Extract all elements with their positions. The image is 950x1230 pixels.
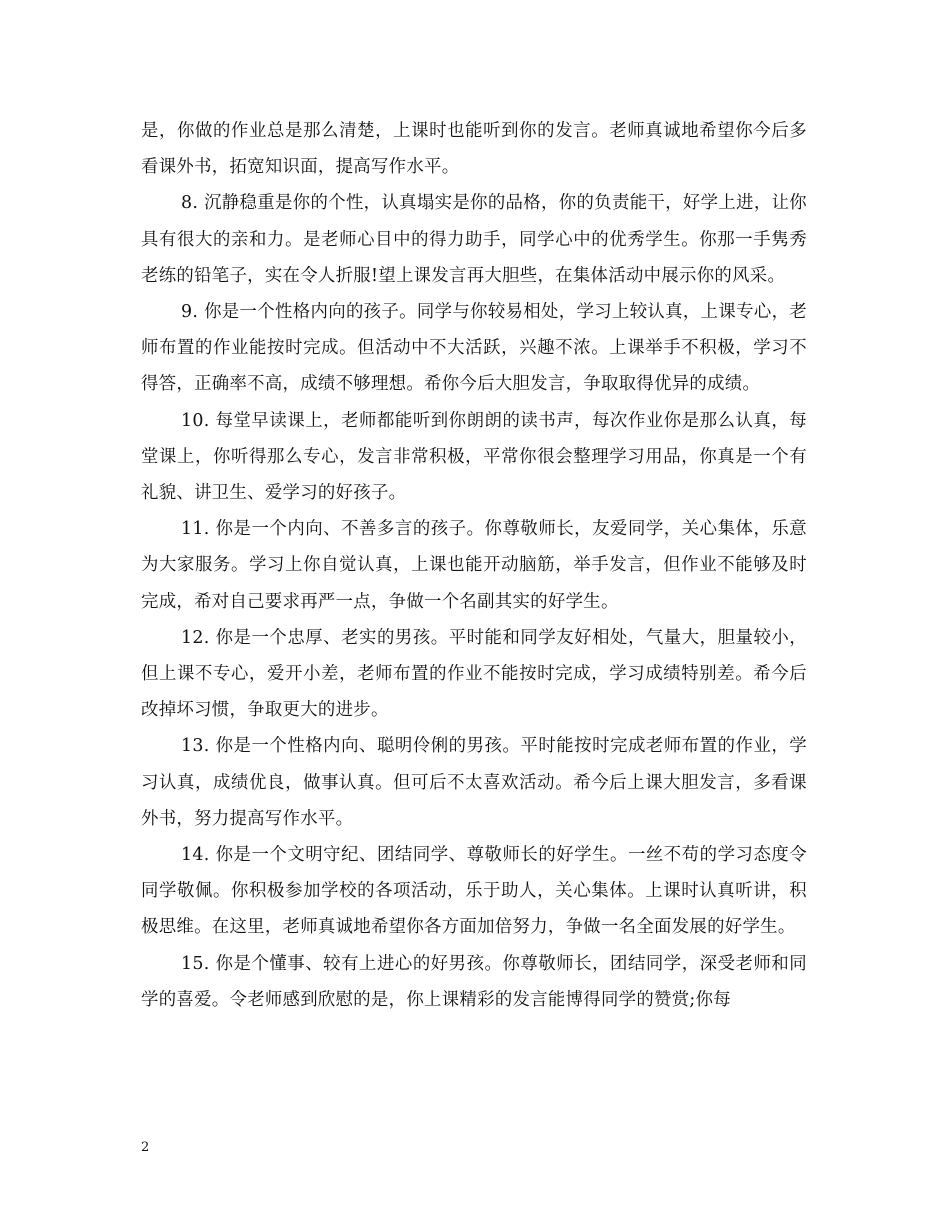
paragraph-item-10: 10. 每堂早读课上，老师都能听到你朗朗的读书声，每次作业你是那么认真，每堂课上，你听得那么专心，发言非常积极，平常你很会整理学习用品，你真是一个有礼貌、讲卫生、爱学习的好孩子。 — [141, 410, 807, 504]
paragraph-item-15: 15. 你是个懂事、较有上进心的好男孩。你尊敬师长，团结同学，深受老师和同学的喜爱。令老师感到欣慰的是，你上课精彩的发言能博得同学的赞赏;你每 — [141, 953, 807, 1010]
paragraph-continuation: 是，你做的作业总是那么清楚，上课时也能听到你的发言。老师真诚地希望你今后多看课外书，拓宽知识面，提高写作水平。 — [141, 121, 807, 178]
page-number: 2 — [141, 1140, 150, 1155]
document-body — [141, 113, 807, 1018]
paragraph-item-9: 9. 你是一个性格内向的孩子。同学与你较易相处，学习上较认真，上课专心，老师布置的作业能按时完成。但活动中不大活跃，兴趣不浓。上课举手不积极，学习不得答，正确率不高，成绩不够理想。希你今后大胆发言，争取取得优异的成绩。 — [141, 302, 807, 395]
paragraph-item-14: 14. 你是一个文明守纪、团结同学、尊敬师长的好学生。一丝不苟的学习态度令同学敬佩。你积极参加学校的各项活动，乐于助人，关心集体。上课时认真听讲，积极思维。在这里，老师真诚地希望你各方面加倍努力，争做一名全面发展的好学生。 — [141, 845, 807, 938]
paragraph-item-8: 8. 沉静稳重是你的个性，认真塌实是你的品格，你的负责能干，好学上进，让你具有很大的亲和力。是老师心目中的得力助手，同学心中的优秀学生。你那一手隽秀老练的铅笔子，实在令人折服!望上课发言再大胆些，在集体活动中展示你的风采。 — [141, 193, 807, 286]
paragraph-item-13: 13. 你是一个性格内向、聪明伶俐的男孩。平时能按时完成老师布置的作业，学习认真，成绩优良，做事认真。但可后不太喜欢活动。希今后上课大胆发言，多看课外书，努力提高写作水平。 — [141, 736, 807, 829]
paragraph-item-11: 11. 你是一个内向、不善多言的孩子。你尊敬师长，友爱同学，关心集体，乐意为大家服务。学习上你自觉认真，上课也能开动脑筋，举手发言，但作业不能够及时完成，希对自己要求再严一点，争做一个名副其实的好学生。 — [141, 519, 807, 612]
paragraph-item-12: 12. 你是一个忠厚、老实的男孩。平时能和同学友好相处，气量大，胆量较小，但上课不专心，爱开小差，老师布置的作业不能按时完成，学习成绩特别差。希今后改掉坏习惯，争取更大的进步。 — [141, 627, 807, 721]
